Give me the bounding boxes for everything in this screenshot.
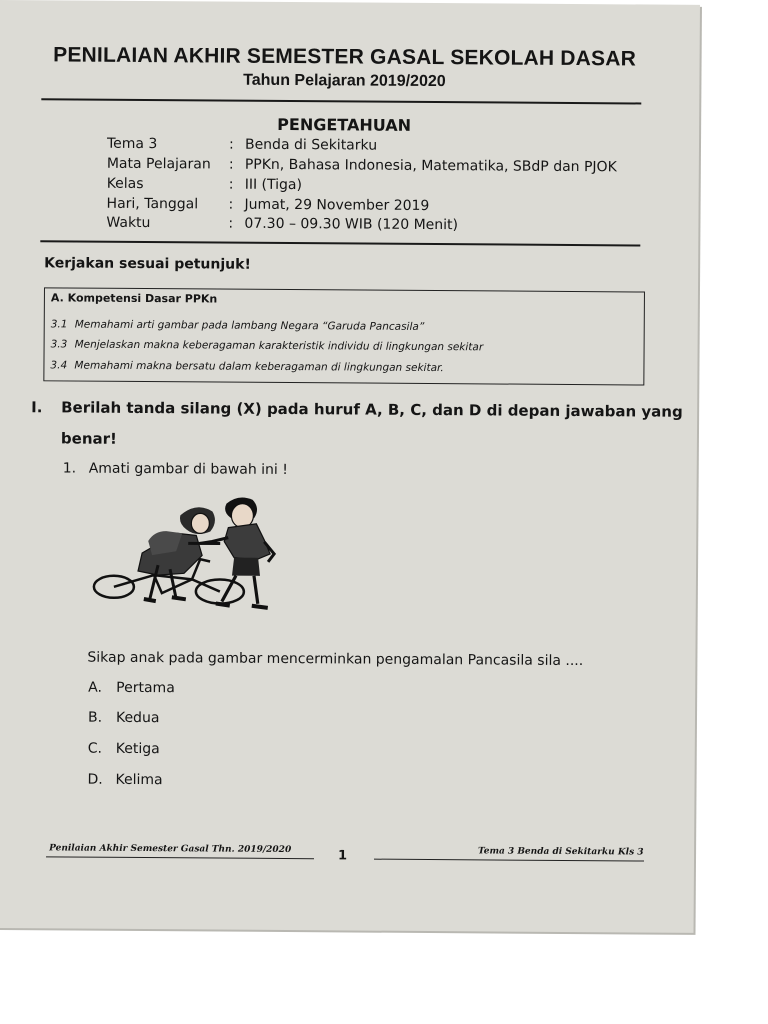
answer-option-d[interactable]: [88, 772, 163, 789]
kompetensi-number: 3.4: [50, 359, 68, 372]
info-label: Waktu: [106, 214, 151, 232]
footer-rule-right: [374, 859, 644, 862]
info-label: Hari, Tanggal: [106, 195, 199, 213]
answer-option-c[interactable]: [88, 741, 160, 758]
kompetensi-text: Memahami makna bersatu dalam keberagaman di lingkungan sekitar.: [74, 359, 444, 375]
option-letter: A.: [88, 679, 103, 696]
info-value: 07.30 – 09.30 WIB (120 Menit): [244, 215, 459, 234]
option-text: Kedua: [115, 709, 160, 727]
info-colon: :: [228, 136, 234, 153]
part-roman-numeral: I.: [31, 398, 43, 417]
page-number: 1: [337, 848, 348, 864]
footer-left-text: Penilaian Akhir Semester Gasal Thn. 2019/2020: [49, 843, 292, 856]
kompetensi-box: [43, 287, 645, 385]
answer-option-b[interactable]: [88, 710, 160, 726]
question-stem: Sikap anak pada gambar mencerminkan pengamalan Pancasila sila ....: [87, 649, 584, 670]
kompetensi-text: Memahami arti gambar pada lambang Negara “Garuda Pancasila”: [74, 318, 425, 333]
option-text: Kelima: [115, 771, 163, 789]
info-value: PPKn, Bahasa Indonesia, Matematika, SBdP dan PJOK: [244, 156, 617, 176]
exam-title: PENILAIAN AKHIR SEMESTER GASAL SEKOLAH DASAR: [53, 43, 637, 71]
part-instruction: Berilah tanda silang (X) pada huruf A, B, C, dan D di depan jawaban yang: [61, 398, 683, 421]
kompetensi-text: Menjelaskan makna keberagaman karakteristik individu di lingkungan sekitar: [74, 338, 484, 354]
info-colon: :: [228, 176, 234, 193]
info-label: Kelas: [106, 175, 144, 193]
kompetensi-item: [51, 318, 425, 333]
option-letter: D.: [87, 771, 103, 788]
academic-year: Tahun Pelajaran 2019/2020: [243, 71, 446, 91]
info-divider: [40, 240, 640, 246]
kompetensi-item: [51, 338, 484, 353]
info-colon: :: [228, 215, 234, 232]
option-letter: B.: [87, 709, 103, 726]
footer-right-text: Tema 3 Benda di Sekitarku Kls 3: [478, 846, 644, 858]
info-label: Tema 3: [106, 135, 158, 153]
kompetensi-number: 3.1: [50, 318, 68, 331]
info-colon: :: [228, 156, 234, 173]
section-title: PENGETAHUAN: [277, 114, 412, 135]
footer-rule-left: [46, 856, 314, 859]
answer-option-a[interactable]: [88, 680, 175, 697]
part-instruction-continued: benar!: [60, 429, 117, 448]
kompetensi-number: 3.3: [50, 338, 68, 351]
info-colon: :: [228, 196, 234, 213]
option-letter: C.: [87, 740, 103, 757]
info-value: Jumat, 29 November 2019: [244, 196, 430, 215]
general-instruction: Kerjakan sesuai petunjuk!: [44, 255, 251, 273]
question-number: 1.: [62, 460, 77, 477]
info-value: Benda di Sekitarku: [244, 136, 378, 154]
option-text: Pertama: [116, 679, 175, 697]
info-label: Mata Pelajaran: [106, 155, 211, 173]
kompetensi-item: [50, 359, 443, 374]
option-text: Ketiga: [115, 740, 160, 758]
info-value: III (Tiga): [244, 176, 303, 194]
question-prompt: Amati gambar di bawah ini !: [88, 460, 288, 479]
children-bicycle-illustration: [92, 493, 293, 619]
kompetensi-title: A. Kompetensi Dasar PPKn: [50, 291, 218, 306]
header-divider: [41, 98, 641, 104]
